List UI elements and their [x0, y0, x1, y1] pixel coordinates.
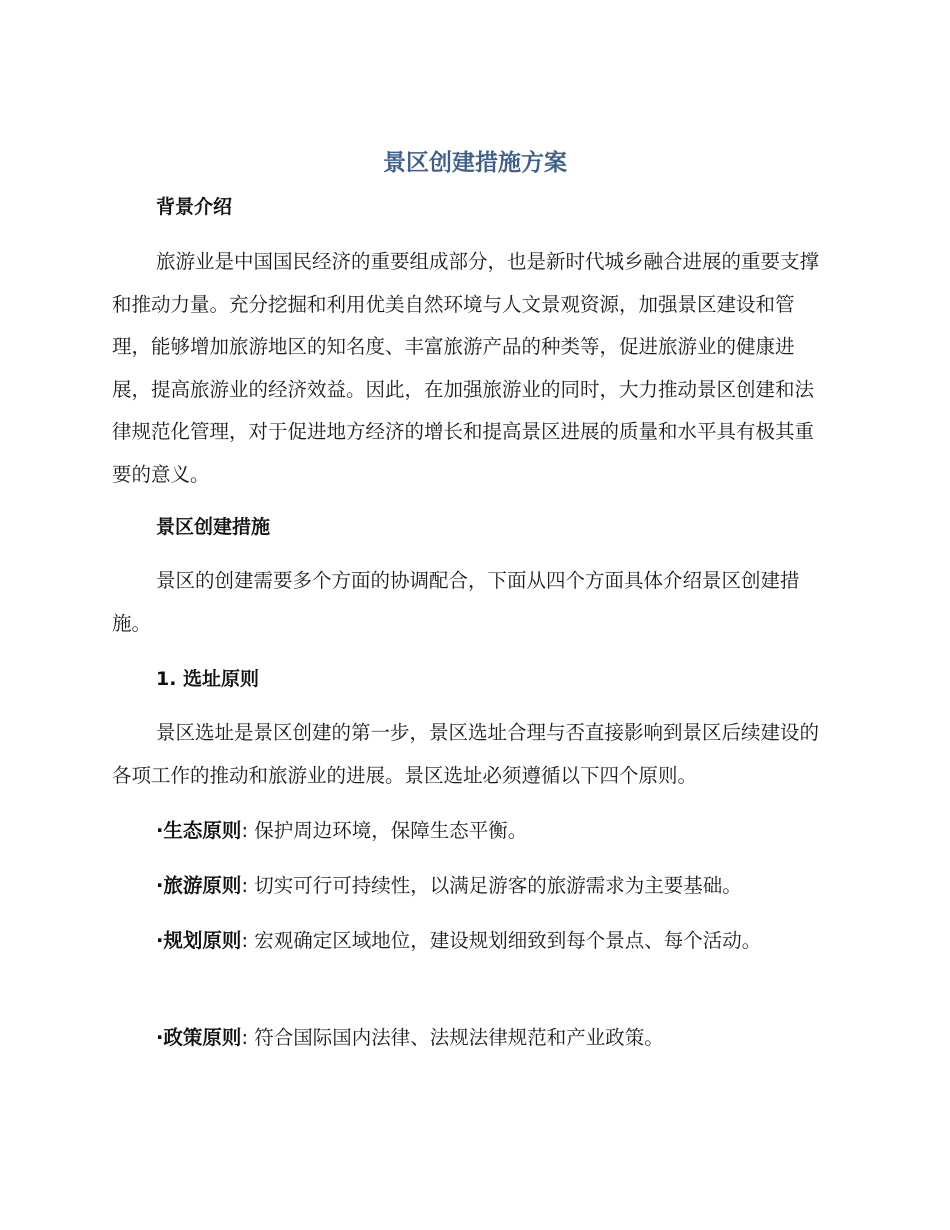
principle-text: 保护周边环境，保障生态平衡。 — [254, 819, 528, 842]
principle-colon: : — [241, 929, 249, 952]
section-heading-site-selection: 1. 选址原则 — [156, 668, 260, 690]
section-heading-background: 背景介绍 — [156, 196, 233, 218]
principle-text: 符合国际国内法律、法规法律规范和产业政策。 — [254, 1026, 664, 1049]
principle-term: 生态原则 — [163, 819, 242, 842]
bullet-dot: · — [156, 819, 164, 842]
bullet-dot: · — [156, 929, 164, 952]
site-selection-paragraph: 景区选址是景区创建的第一步，景区选址合理与否直接影响到景区后续建设的各项工作的推动和旅游业的进展。景区选址必须遵循以下四个原则。 — [112, 721, 820, 787]
bullet-dot: · — [156, 874, 164, 897]
principle-colon: : — [241, 874, 249, 897]
principle-term: 旅游原则 — [163, 874, 242, 897]
principle-item-policy — [112, 1017, 812, 1060]
principle-item-tourism — [112, 865, 812, 908]
background-paragraph: 旅游业是中国国民经济的重要组成部分，也是新时代城乡融合进展的重要支撑和推动力量。充分挖掘和利用优美自然环境与人文景观资源，加强景区建设和管理，能够增加旅游地区的知名度、丰富旅游产品的种类等，促进旅游业的健康进展，提高旅游业的经济效益。因此，在加强旅游业的同时，大力推动景区创建和法律规范化管理，对于促进地方经济的增长和提高景区进展的质量和水平具有极其重要的意义。 — [112, 250, 820, 486]
principle-colon: : — [241, 819, 249, 842]
principle-item-ecology — [112, 810, 812, 853]
principle-text: 宏观确定区域地位，建设规划细致到每个景点、每个活动。 — [254, 929, 762, 952]
measures-paragraph: 景区的创建需要多个方面的协调配合，下面从四个方面具体介绍景区创建措施。 — [112, 569, 800, 635]
bullet-dot: · — [156, 1026, 164, 1049]
document-title: 景区创建措施方案 — [383, 150, 567, 176]
principle-colon: : — [241, 1026, 249, 1049]
principle-text: 切实可行可持续性，以满足游客的旅游需求为主要基础。 — [254, 874, 742, 897]
principle-item-planning — [112, 920, 812, 963]
principle-term: 政策原则 — [163, 1026, 242, 1049]
principle-term: 规划原则 — [163, 929, 242, 952]
section-heading-measures: 景区创建措施 — [156, 516, 271, 538]
